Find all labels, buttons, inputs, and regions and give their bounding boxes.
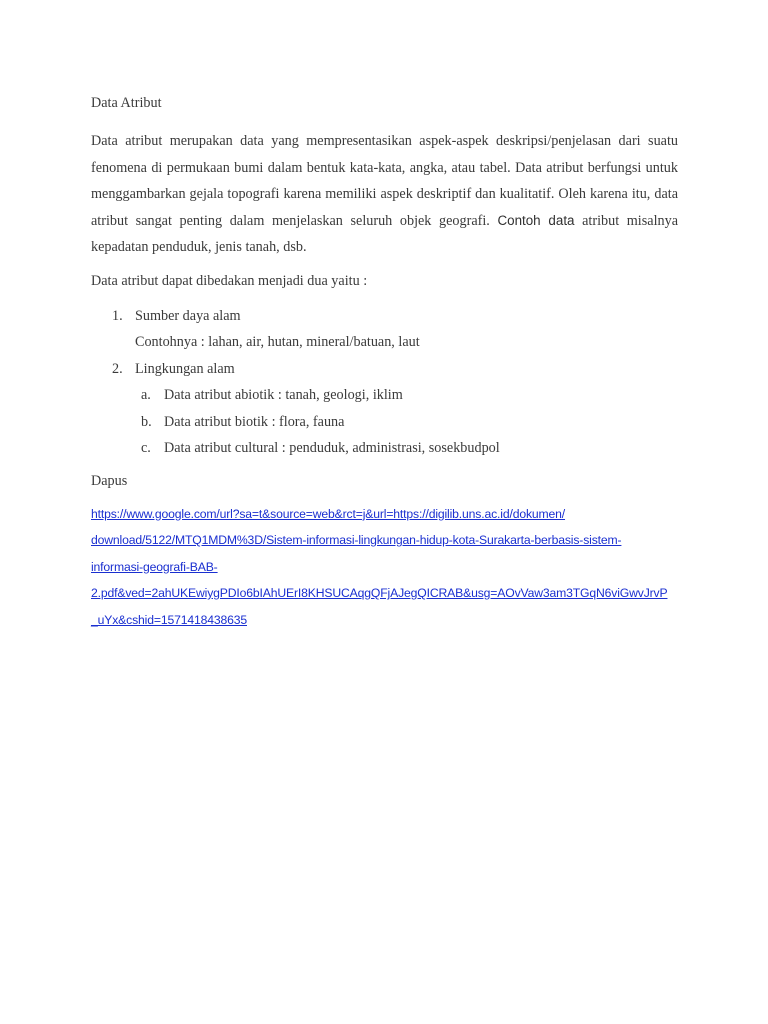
sub-list-text: Data atribut abiotik : tanah, geologi, iklim (164, 387, 403, 403)
reference-link-line[interactable]: https://www.google.com/url?sa=t&source=web&rct=j&url=https://digilib.uns.ac.id/dokumen/ (91, 506, 566, 521)
list-item-label: Sumber daya alam (135, 307, 241, 324)
list-item-label: Lingkungan alam (135, 360, 235, 377)
definition-text-end: atribut misalnya kepadatan penduduk, jenis tanah, dsb. (91, 212, 678, 255)
sub-list-item (135, 382, 678, 409)
document-body (91, 93, 678, 633)
sub-list-letter: c. (141, 440, 151, 456)
reference-link-line[interactable]: download/5122/MTQ1MDM%3D/Sistem-informasi-lingkungan-hidup-kota-Surakarta-berbasis-sistem- (91, 533, 622, 547)
definition-text: Data atribut merupakan data yang mempresentasikan aspek-aspek deskripsi/penjelasan dari suatu fenomena di permukaan bumi dalam bentuk kata-kata, angka, atau tabel. Data atribut berfungsi untuk menggambarkan gejala topografi karena memiliki aspek deskriptif dan kualitatif. Oleh karena itu, data atribut sangat penting dalam menjelaskan seluruh objek geografi. (91, 133, 678, 229)
list-item-detail: Contohnya : lahan, air, hutan, mineral/batuan, laut (135, 334, 420, 350)
sub-list-letter: a. (141, 387, 151, 403)
reference-link[interactable] (91, 501, 678, 634)
definition-paragraph (91, 128, 678, 261)
list-item (91, 356, 678, 462)
definition-highlight: Contoh data (497, 212, 575, 228)
references-heading: Dapus (91, 472, 128, 489)
sub-list (135, 382, 678, 462)
reference-link-line[interactable]: informasi-geografi-BAB- (91, 559, 218, 574)
sub-list-item (135, 409, 678, 436)
reference-link-line[interactable]: 2.pdf&ved=2ahUKEwiygPDIo6bIAhUErI8KHSUCAqgQFjAJegQICRAB&usg=AOvVaw3am3TGqN6viGwvJrvP (91, 586, 668, 600)
sub-list-letter: b. (141, 413, 152, 430)
list-number: 2. (112, 360, 123, 377)
list-intro: Data atribut dapat dibedakan menjadi dua yaitu : (91, 272, 368, 289)
list-item (91, 303, 678, 356)
sub-list-item (135, 435, 678, 462)
list-number: 1. (112, 307, 123, 324)
document-title: Data Atribut (91, 95, 162, 111)
sub-list-text: Data atribut biotik : flora, fauna (164, 413, 345, 430)
attribute-list (91, 303, 678, 462)
reference-link-line[interactable]: _uYx&cshid=1571418438635 (91, 612, 247, 627)
sub-list-text: Data atribut cultural : penduduk, administrasi, sosekbudpol (164, 440, 500, 456)
